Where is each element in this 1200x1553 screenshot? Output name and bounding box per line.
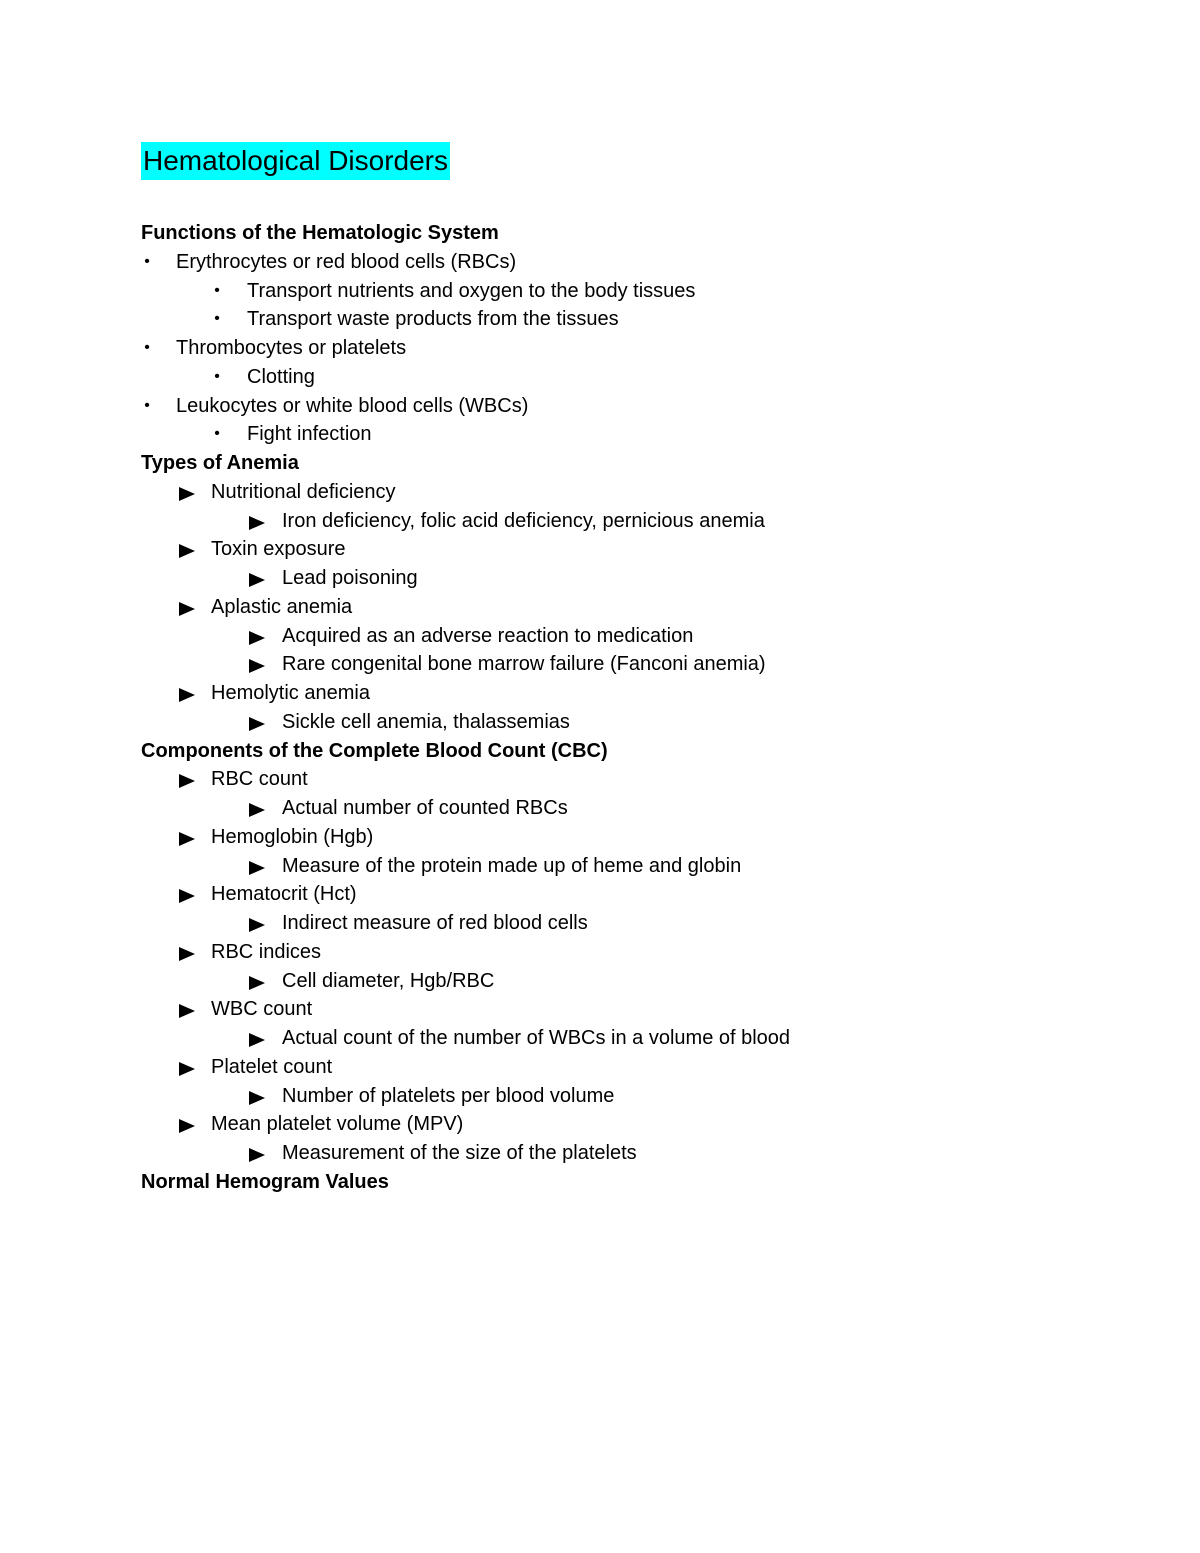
list-item-text: Fight infection	[247, 423, 372, 446]
sub-list-item	[141, 909, 1141, 938]
list-item	[141, 248, 1141, 277]
list-item	[141, 823, 1141, 852]
sub-list-item	[141, 967, 1141, 996]
triangle-right-icon	[249, 1033, 265, 1047]
list-item	[141, 1110, 1141, 1139]
sub-list-item	[141, 1024, 1141, 1053]
section-heading-text: Functions of the Hematologic System	[141, 222, 499, 244]
list-item	[141, 995, 1141, 1024]
list-item-text: Number of platelets per blood volume	[282, 1084, 615, 1107]
list-item-text: Erythrocytes or red blood cells (RBCs)	[176, 250, 517, 273]
triangle-right-icon	[179, 1062, 195, 1076]
list-item-text: Hemolytic anemia	[211, 682, 370, 704]
sub-list-item	[141, 305, 1141, 334]
list-item-text: Platelet count	[211, 1055, 333, 1078]
list-item	[141, 1053, 1141, 1082]
bullet-dot-icon: •	[144, 396, 150, 414]
list-item-text: WBC count	[211, 998, 313, 1021]
section-heading	[141, 449, 1141, 478]
document-body	[141, 219, 1141, 1197]
list-item-text: Iron deficiency, folic acid deficiency, pernicious anemia	[282, 509, 765, 532]
list-item-text: Hematocrit (Hct)	[211, 883, 357, 906]
section-heading-text: Types of Anemia	[141, 452, 299, 474]
section-heading	[141, 219, 1141, 248]
list-item	[141, 679, 1141, 708]
bullet-dot-icon: •	[214, 310, 220, 328]
list-item-text: Leukocytes or white blood cells (WBCs)	[176, 394, 529, 417]
list-item-text: Toxin exposure	[211, 538, 346, 561]
section-heading	[141, 737, 1141, 766]
list-item	[141, 535, 1141, 564]
list-item	[141, 392, 1141, 421]
triangle-right-icon	[179, 1004, 195, 1018]
triangle-right-icon	[249, 573, 265, 587]
bullet-dot-icon: •	[214, 281, 220, 299]
sub-list-item	[141, 1082, 1141, 1111]
list-item	[141, 765, 1141, 794]
sub-list-item	[141, 277, 1141, 306]
triangle-right-icon	[179, 947, 195, 961]
triangle-right-icon	[179, 832, 195, 846]
sub-list-item	[141, 420, 1141, 449]
triangle-right-icon	[249, 918, 265, 932]
list-item	[141, 478, 1141, 507]
list-item-text: Measure of the protein made up of heme and globin	[282, 854, 742, 877]
triangle-right-icon	[249, 516, 265, 530]
list-item-text: Cell diameter, Hgb/RBC	[282, 969, 495, 992]
triangle-right-icon	[249, 717, 265, 731]
sub-list-item	[141, 852, 1141, 881]
list-item-text: RBC indices	[211, 940, 322, 963]
list-item-text: Acquired as an adverse reaction to medication	[282, 624, 694, 647]
bullet-dot-icon: •	[144, 252, 150, 270]
list-item-text: Transport nutrients and oxygen to the body tissues	[247, 279, 696, 302]
list-item-text: Actual count of the number of WBCs in a volume of blood	[282, 1027, 791, 1049]
list-item-text: Measurement of the size of the platelets	[282, 1142, 637, 1164]
triangle-right-icon	[249, 1091, 265, 1105]
list-item	[141, 593, 1141, 622]
list-item-text: Thrombocytes or platelets	[176, 337, 407, 359]
page-title: Hematological Disorders	[141, 142, 450, 180]
triangle-right-icon	[249, 659, 265, 673]
triangle-right-icon	[249, 803, 265, 817]
sub-list-item	[141, 1139, 1141, 1168]
list-item-text: Actual number of counted RBCs	[282, 797, 568, 819]
sub-list-item	[141, 708, 1141, 737]
list-item-text: Lead poisoning	[282, 567, 418, 589]
triangle-right-icon	[179, 889, 195, 903]
section-heading-text: Components of the Complete Blood Count (CBC)	[141, 739, 608, 762]
list-item	[141, 880, 1141, 909]
list-item-text: Hemoglobin (Hgb)	[211, 825, 374, 848]
bullet-dot-icon: •	[214, 425, 220, 443]
list-item-text: Rare congenital bone marrow failure (Fanconi anemia)	[282, 653, 766, 676]
sub-list-item	[141, 564, 1141, 593]
sub-list-item	[141, 794, 1141, 823]
list-item-text: Transport waste products from the tissues	[247, 308, 619, 331]
sub-list-item	[141, 507, 1141, 536]
sub-list-item	[141, 363, 1141, 392]
section-heading-text: Normal Hemogram Values	[141, 1170, 389, 1193]
triangle-right-icon	[249, 1148, 265, 1162]
triangle-right-icon	[179, 544, 195, 558]
triangle-right-icon	[179, 487, 195, 501]
list-item-text: Indirect measure of red blood cells	[282, 912, 588, 934]
triangle-right-icon	[179, 602, 195, 616]
list-item-text: Nutritional deficiency	[211, 480, 396, 503]
list-item-text: Clotting	[247, 365, 315, 388]
triangle-right-icon	[249, 861, 265, 875]
sub-list-item	[141, 622, 1141, 651]
list-item-text: RBC count	[211, 768, 308, 791]
list-item	[141, 938, 1141, 967]
list-item-text: Mean platelet volume (MPV)	[211, 1113, 464, 1136]
bullet-dot-icon: •	[214, 367, 220, 385]
list-item-text: Aplastic anemia	[211, 595, 353, 618]
bullet-dot-icon: •	[144, 339, 150, 356]
sub-list-item	[141, 650, 1141, 679]
section-heading	[141, 1168, 1141, 1197]
list-item	[141, 334, 1141, 363]
triangle-right-icon	[249, 631, 265, 645]
triangle-right-icon	[179, 688, 195, 702]
triangle-right-icon	[179, 1119, 195, 1133]
triangle-right-icon	[179, 774, 195, 788]
triangle-right-icon	[249, 976, 265, 990]
list-item-text: Sickle cell anemia, thalassemias	[282, 710, 570, 733]
